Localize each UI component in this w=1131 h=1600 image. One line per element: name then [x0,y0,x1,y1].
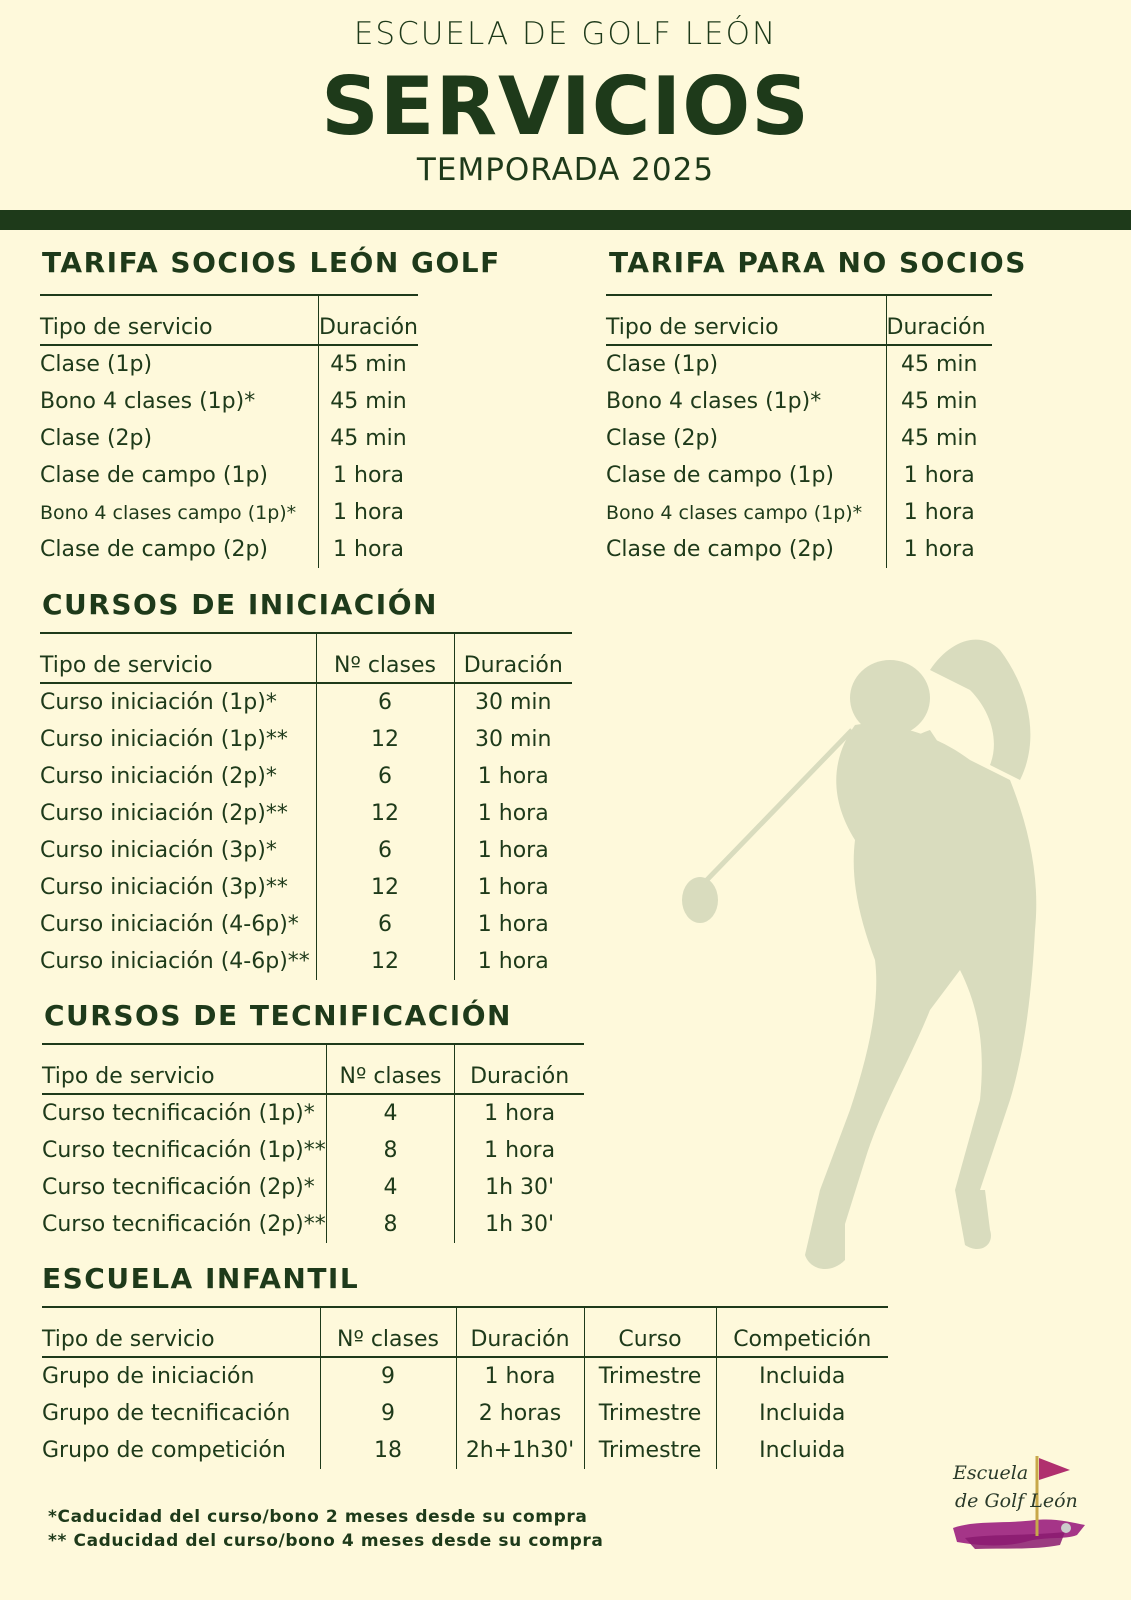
duration-cell: 2h+1h30' [456,1432,584,1469]
duration-cell: 30 min [454,721,572,758]
table-row [40,943,572,980]
table-row [606,494,992,531]
duration-cell: 1 hora [456,1357,584,1395]
duration-cell: 1 hora [454,906,572,943]
duration-cell: 1 hora [454,758,572,795]
column-header: Duración [318,295,418,345]
classes-cell: 18 [320,1432,456,1469]
table-row [42,1432,888,1469]
flag-icon [1039,1458,1070,1480]
duration-cell: 1 hora [886,494,992,531]
table-row [606,345,992,383]
service-cell: Clase de campo (1p) [606,463,834,488]
column-header: Nº clases [320,1307,456,1357]
duration-cell: 45 min [318,345,418,383]
table-header-row [40,633,572,683]
table-row [606,531,992,568]
classes-cell: 12 [316,721,454,758]
section-title: ESCUELA INFANTIL [42,1262,360,1295]
service-cell: Curso iniciación (2p)** [40,801,288,826]
section-iniciacion [42,588,438,621]
table-header-row [42,1044,584,1094]
iniciacion-table [40,632,572,980]
competition-cell: Incluida [716,1432,888,1469]
duration-cell: 1 hora [454,943,572,980]
duration-cell: 1 hora [886,531,992,568]
service-cell: Bono 4 clases campo (1p)* [606,501,863,524]
service-cell: Grupo de competición [42,1438,286,1463]
duration-cell: 2 horas [456,1395,584,1432]
column-header: Curso [584,1307,716,1357]
duration-cell: 1 hora [454,869,572,906]
duration-cell: 45 min [318,383,418,420]
service-cell: Grupo de iniciación [42,1364,255,1389]
service-cell: Curso iniciación (1p)** [40,727,288,752]
duration-cell: 1h 30' [455,1169,584,1206]
no-socios-table [606,294,992,568]
column-header: Tipo de servicio [606,295,886,345]
duration-cell: 1 hora [455,1132,584,1169]
tecnificacion-table [42,1043,584,1243]
column-header: Tipo de servicio [42,1044,326,1094]
table-row [42,1206,584,1243]
section-infantil [42,1262,359,1295]
table-header-row [40,295,418,345]
table-row [42,1094,584,1132]
classes-cell: 8 [326,1132,455,1169]
column-header: Duración [886,295,992,345]
duration-cell: 45 min [886,383,992,420]
section-no-socios [609,246,1027,279]
column-header: Duración [454,633,572,683]
school-logo [945,1450,1095,1560]
table-row [40,457,418,494]
school-name: ESCUELA DE GOLF LEÓN [353,16,778,52]
classes-cell: 4 [326,1094,455,1132]
service-cell: Curso tecnificación (1p)* [42,1101,315,1126]
table-row [606,383,992,420]
column-header: Tipo de servicio [40,633,316,683]
service-cell: Clase (2p) [40,426,153,451]
service-cell: Curso iniciación (1p)* [40,690,277,715]
logo-text-line2: de Golf León [955,1490,1078,1512]
section-socios [42,246,501,279]
classes-cell: 6 [316,832,454,869]
golfer-silhouette-icon [680,630,1100,1300]
duration-cell: 1 hora [454,832,572,869]
header-divider [0,210,1131,230]
season-label: TEMPORADA 2025 [416,152,715,188]
service-cell: Grupo de tecnificación [42,1401,291,1426]
column-header: Tipo de servicio [42,1307,320,1357]
course-cell: Trimestre [584,1432,716,1469]
table-row [42,1395,888,1432]
classes-cell: 9 [320,1395,456,1432]
column-header: Nº clases [326,1044,455,1094]
section-title: TARIFA SOCIOS LEÓN GOLF [42,246,501,279]
duration-cell: 1 hora [318,457,418,494]
classes-cell: 12 [316,869,454,906]
table-row [40,906,572,943]
service-cell: Curso tecnificación (1p)** [42,1138,326,1163]
service-cell: Curso tecnificación (2p)* [42,1175,315,1200]
classes-cell: 4 [326,1169,455,1206]
table-row [40,683,572,721]
service-cell: Bono 4 clases (1p)* [40,389,256,414]
duration-cell: 45 min [886,420,992,457]
table-row [40,721,572,758]
classes-cell: 6 [316,906,454,943]
column-header: Tipo de servicio [40,295,318,345]
table-row [42,1132,584,1169]
table-row [606,420,992,457]
table-row [40,420,418,457]
footnote: *Caducidad del curso/bono 2 meses desde su compra [48,1507,588,1527]
service-cell: Curso iniciación (3p)** [40,875,288,900]
table-row [40,869,572,906]
service-cell: Clase (1p) [606,352,719,377]
duration-cell: 1 hora [886,457,992,494]
course-cell: Trimestre [584,1357,716,1395]
service-cell: Clase de campo (2p) [40,537,268,562]
duration-cell: 30 min [454,683,572,721]
duration-cell: 1 hora [455,1094,584,1132]
table-row [40,383,418,420]
service-cell: Clase de campo (2p) [606,537,834,562]
service-cell: Clase de campo (1p) [40,463,268,488]
duration-cell: 1 hora [318,531,418,568]
duration-cell: 45 min [318,420,418,457]
classes-cell: 12 [316,943,454,980]
infantil-table [42,1306,888,1469]
service-cell: Curso iniciación (2p)* [40,764,277,789]
classes-cell: 6 [316,758,454,795]
column-header: Duración [456,1307,584,1357]
classes-cell: 12 [316,795,454,832]
duration-cell: 45 min [886,345,992,383]
service-cell: Curso iniciación (4-6p)** [40,949,310,974]
service-cell: Bono 4 clases (1p)* [606,389,822,414]
column-header: Nº clases [316,633,454,683]
competition-cell: Incluida [716,1395,888,1432]
logo-text-line1: Escuela [953,1462,1029,1484]
service-cell: Clase (1p) [40,352,153,377]
service-cell: Curso iniciación (4-6p)* [40,912,299,937]
section-tecnificacion [44,999,512,1032]
table-header-row [606,295,992,345]
duration-cell: 1h 30' [455,1206,584,1243]
column-header: Duración [455,1044,584,1094]
table-row [40,345,418,383]
competition-cell: Incluida [716,1357,888,1395]
duration-cell: 1 hora [318,494,418,531]
service-cell: Curso iniciación (3p)* [40,838,277,863]
table-row [40,758,572,795]
duration-cell: 1 hora [454,795,572,832]
classes-cell: 8 [326,1206,455,1243]
service-cell: Clase (2p) [606,426,719,451]
section-title: CURSOS DE INICIACIÓN [42,588,438,621]
service-cell: Curso tecnificación (2p)** [42,1212,326,1237]
classes-cell: 6 [316,683,454,721]
footnotes [48,1505,603,1553]
table-row [40,531,418,568]
table-row [40,494,418,531]
footnote: ** Caducidad del curso/bono 4 meses desde su compra [48,1531,604,1551]
page-title: SERVICIOS [321,60,810,153]
table-row [40,832,572,869]
classes-cell: 9 [320,1357,456,1395]
table-row [42,1357,888,1395]
section-title: TARIFA PARA NO SOCIOS [609,246,1027,279]
section-title: CURSOS DE TECNIFICACIÓN [44,999,512,1032]
column-header: Competición [716,1307,888,1357]
service-cell: Bono 4 clases campo (1p)* [40,501,297,524]
table-row [606,457,992,494]
table-row [40,795,572,832]
course-cell: Trimestre [584,1395,716,1432]
socios-table [40,294,418,568]
table-header-row [42,1307,888,1357]
table-row [42,1169,584,1206]
